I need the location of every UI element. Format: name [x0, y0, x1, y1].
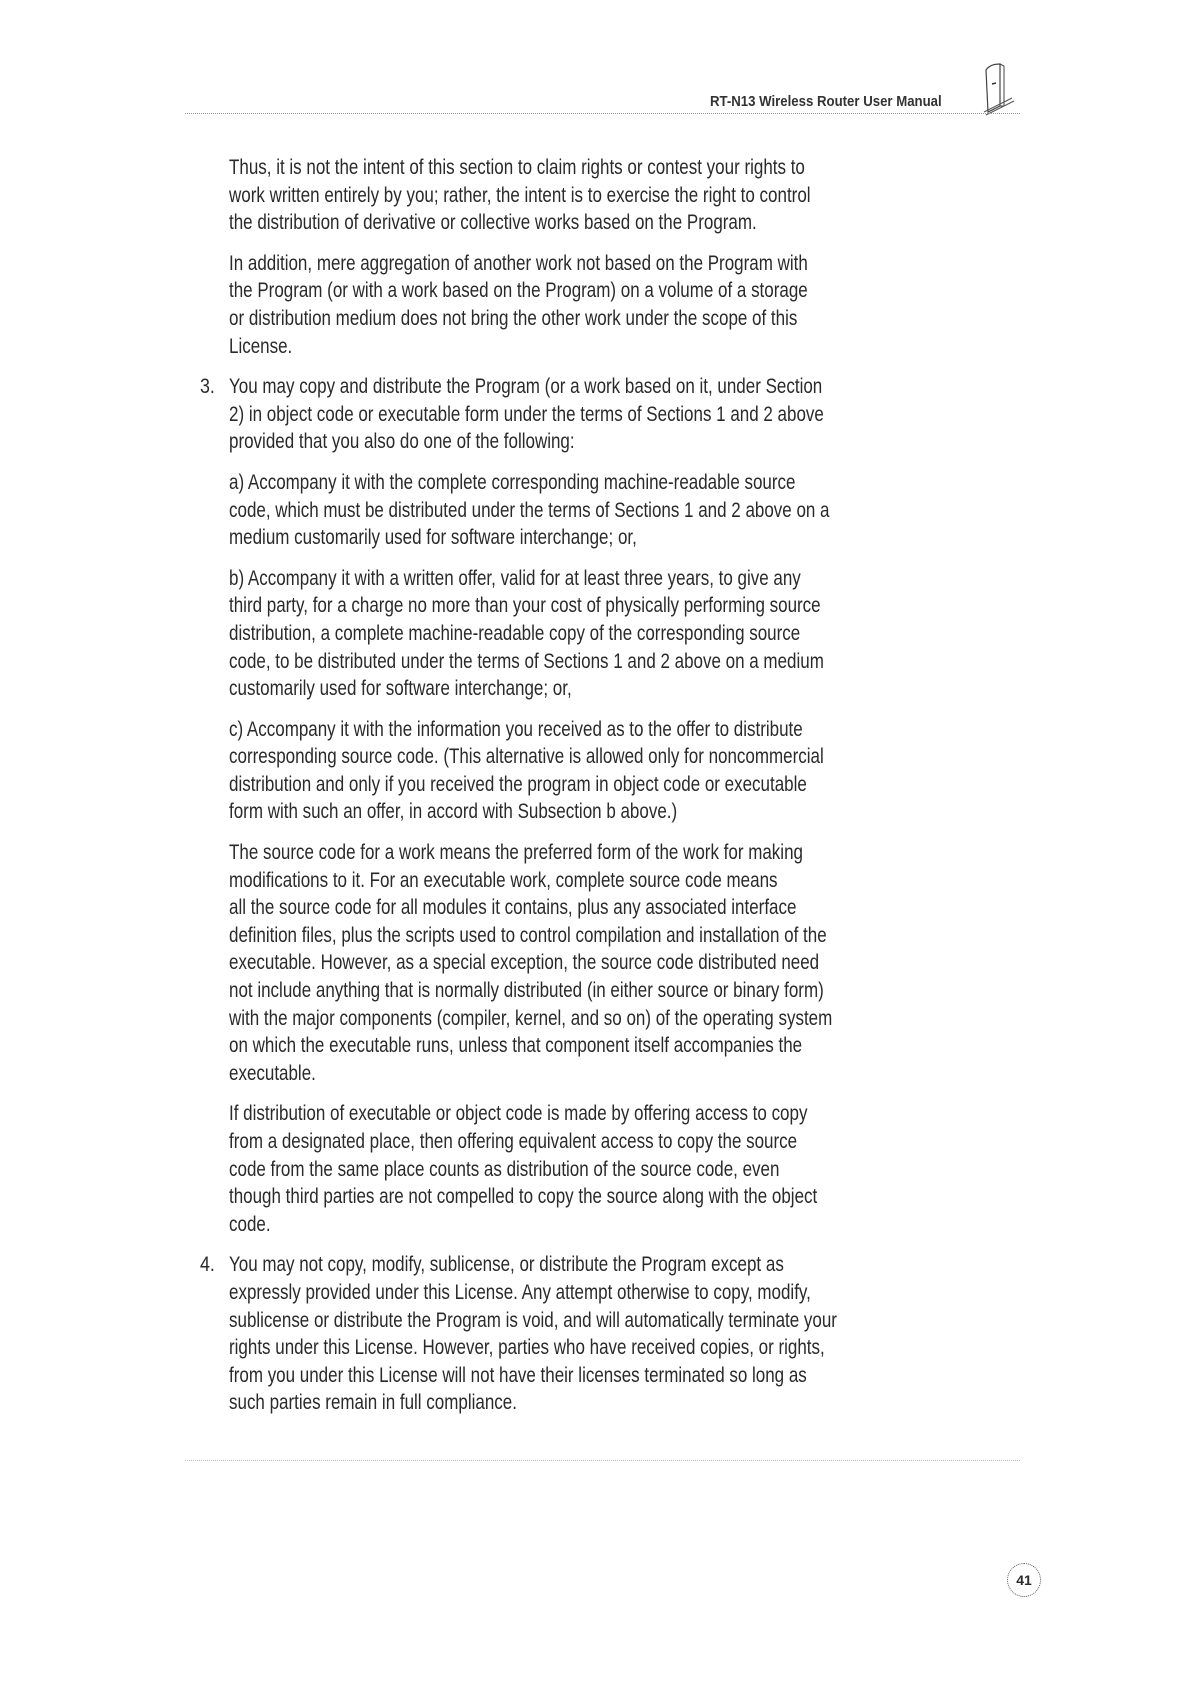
- text-line: third party, for a charge no more than your cost of physically performing source: [229, 593, 821, 618]
- text-line: distribution and only if you received the program in object code or executable: [229, 771, 807, 796]
- text-line: or distribution medium does not bring the other work under the scope of this: [229, 305, 798, 330]
- text-line: work written entirely by you; rather, the intent is to exercise the right to control: [229, 182, 811, 207]
- text-line: the Program (or with a work based on the Program) on a volume of a storage: [229, 278, 808, 303]
- text-line: such parties remain in full compliance.: [229, 1390, 517, 1415]
- numbered-item: [200, 1251, 1020, 1417]
- numbered-item: [200, 373, 1020, 456]
- footer-divider: [185, 1460, 1020, 1461]
- text-line: If distribution of executable or object code is made by offering access to copy: [229, 1101, 808, 1126]
- text-line: The source code for a work means the preferred form of the work for making: [229, 840, 803, 865]
- document-body: [200, 154, 1020, 1430]
- text-line: code.: [229, 1211, 271, 1236]
- paragraph: [200, 154, 1020, 237]
- text-line: You may copy and distribute the Program (or a work based on it, under Section: [229, 374, 823, 399]
- text-line: a) Accompany it with the complete corresponding machine-readable source: [229, 469, 796, 494]
- text-line: provided that you also do one of the following:: [229, 429, 575, 454]
- text-line: all the source code for all modules it contains, plus any associated interface: [229, 895, 797, 920]
- text-line: with the major components (compiler, kernel, and so on) of the operating system: [229, 1005, 833, 1030]
- text-line: corresponding source code. (This alternative is allowed only for noncommercial: [229, 744, 824, 769]
- text-line: on which the executable runs, unless that component itself accompanies the: [229, 1033, 803, 1058]
- text-line: modifications to it. For an executable work, complete source code means: [229, 867, 778, 892]
- text-line: code from the same place counts as distribution of the source code, even: [229, 1156, 780, 1181]
- text-line: code, to be distributed under the terms of Sections 1 and 2 above on a medium: [229, 648, 824, 673]
- text-line: License.: [229, 333, 293, 358]
- item-number: 4.: [200, 1253, 215, 1277]
- text-line: form with such an offer, in accord with Subsection b above.): [229, 799, 678, 824]
- text-line: sublicense or distribute the Program is void, and will automatically terminate your: [229, 1307, 837, 1332]
- text-line: expressly provided under this License. Any attempt otherwise to copy, modify,: [229, 1279, 811, 1304]
- text-line: medium customarily used for software interchange; or,: [229, 525, 637, 550]
- text-line: not include anything that is normally distributed (in either source or binary form): [229, 978, 824, 1003]
- text-line: Thus, it is not the intent of this section to claim rights or contest your rights to: [229, 155, 805, 179]
- header-divider: [185, 113, 1020, 114]
- text-line: executable. However, as a special exception, the source code distributed need: [229, 950, 820, 975]
- text-line: c) Accompany it with the information you received as to the offer to distribute: [229, 716, 803, 741]
- item-number: 3.: [200, 375, 215, 399]
- running-header-title: RT-N13 Wireless Router User Manual: [710, 93, 942, 110]
- text-line: from a designated place, then offering equivalent access to copy the source: [229, 1129, 798, 1153]
- text-line: rights under this License. However, parties who have received copies, or rights,: [229, 1335, 825, 1360]
- text-line: the distribution of derivative or collective works based on the Program.: [229, 210, 757, 235]
- paragraph: [200, 839, 1020, 1087]
- text-line: code, which must be distributed under the terms of Sections 1 and 2 above on a: [229, 497, 830, 522]
- text-line: executable.: [229, 1060, 316, 1085]
- paragraph: [200, 1100, 1020, 1238]
- text-line: distribution, a complete machine-readable copy of the corresponding source: [229, 620, 801, 645]
- paragraph: [200, 716, 1020, 826]
- text-line: You may not copy, modify, sublicense, or distribute the Program except as: [229, 1252, 784, 1277]
- paragraph: [200, 250, 1020, 360]
- text-line: b) Accompany it with a written offer, valid for at least three years, to give any: [229, 565, 801, 590]
- page-number: 41: [1007, 1563, 1041, 1597]
- text-line: definition files, plus the scripts used to control compilation and installation of the: [229, 922, 827, 947]
- router-icon: [978, 62, 1018, 118]
- paragraph: [200, 565, 1020, 703]
- text-line: In addition, mere aggregation of another work not based on the Program with: [229, 250, 808, 275]
- text-line: 2) in object code or executable form under the terms of Sections 1 and 2 above: [229, 401, 824, 426]
- text-line: customarily used for software interchange; or,: [229, 676, 572, 701]
- text-line: though third parties are not compelled to copy the source along with the object: [229, 1184, 818, 1209]
- text-line: from you under this License will not have their licenses terminated so long as: [229, 1362, 807, 1387]
- paragraph: [200, 469, 1020, 552]
